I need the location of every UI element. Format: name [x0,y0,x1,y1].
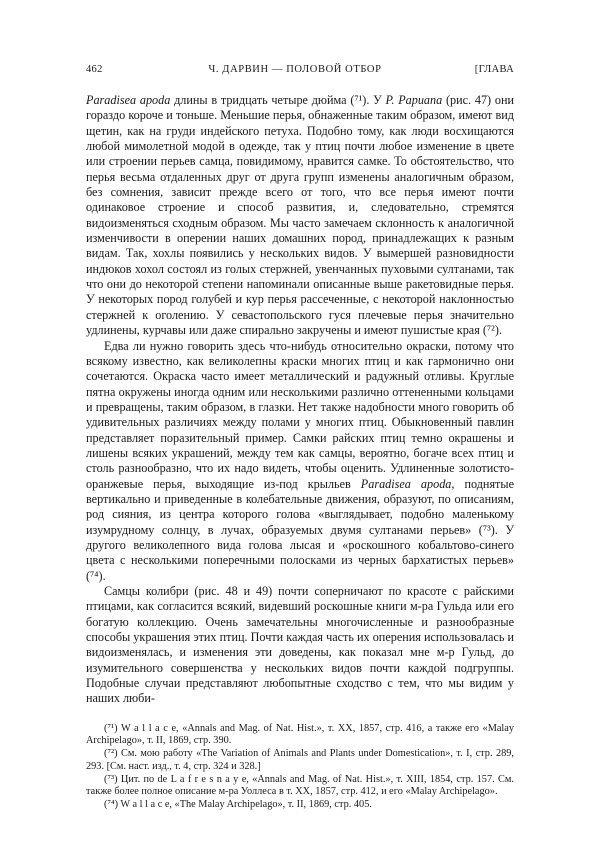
book-page [86,64,514,812]
text-run: (⁷⁴) W a l l a c e, «The Malay Archipelago», т. II, 1869, стр. 405. [104,798,372,810]
paragraph [86,93,514,339]
paragraph [86,339,514,585]
footnote [86,723,514,748]
italic-term: P. Papuana [385,93,443,107]
footnote [86,799,514,812]
text-run: , поднятые вертикально и приведенные в колебательные движения, образуют, по описаниям, род сияния, из центра которого голова «выглядывает, подобно маленькому изумрудному солнцу, в лучах, образуемых двумя султанами перьев» (⁷³). У другого великолепного вида голова лысая и «роскошного кобальтово-синего цвета с несколькими поперечными полосками из черных бархатистых перьев» (⁷⁴). [86,476,514,583]
running-title: Ч. ДАРВИН — ПОЛОВОЙ ОТБОР [208,64,382,75]
text-run: Самцы колибри (рис. 48 и 49) почти соперничают по красоте с райскими птицами, как согласится всякий, видевший роскошные книги м-ра Гульда или его богатую коллекцию. Очень замечательны многочисленные и разнообразные способы украшения этих птиц. Почти каждая часть их оперения использовалась и видоизменялась, и изменения эти доведены, как показал мне м-р Гульд, до изумительного совершенства у нескольких видов почти каждой подгруппы. Подобные случаи представляют любопытные сходство с тем, что мы видим у наших люби- [86,584,514,706]
text-run: (⁷³) Цит. по de L a f r e s n a y e, «Annals and Mag. of Nat. Hist.», т. XIII, 1854, стр. 157. См. также более полное описание м-ра Уоллеса в т. XX, 1857, стр. 412, и его «Malay Archipelago». [86,773,514,798]
running-header [86,64,514,75]
page-number: 462 [86,64,103,75]
text-run: (⁷¹) W a l l a c e, «Annals and Mag. of Nat. Hist.», т. XX, 1857, стр. 416, а также его «Malay Archipelago», т. II, 1869, стр. 390. [86,722,514,747]
italic-term: Paradisea apoda [86,93,171,107]
footnote [86,748,514,773]
text-run: Едва ли нужно говорить здесь что-нибудь относительно окраски, потому что всякому известно, как великолепны краски многих птиц и как гармонично они сочетаются. Окраска часто имеет металлический и радужный отливы. Круглые пятна окружены иногда одним или несколькими различно оттененными кольцами и превращены, таким образом, в глазки. Нет также надобности много говорить об удивительных различиях между полами у многих птиц. Обыкновенный павлин представляет поразительный пример. Самки райских птиц темно окрашены и лишены всяких украшений, между тем как самцы, вероятно, богаче всех птиц и столь разнообразно, что их надо видеть, чтобы оценить. Удлиненные золотисто-оранжевые перья, выходящие из-под крыльев [86,338,514,491]
paragraph [86,584,514,707]
chapter-label: [ГЛАВА [474,64,514,75]
text-run: (⁷²) См. мою работу «The Variation of Animals and Plants under Domestication», т. I, стр. 289, 293. [См. наст. изд., т. 4, стр. 324 и 328.] [86,748,514,772]
footnote [86,774,514,799]
body-text [86,93,514,707]
footnotes [86,723,514,812]
italic-term: Paradisea apoda [360,476,452,491]
text-run: (рис. 47) они гораздо короче и тоньше. Меньшие перья, обнаженные таким образом, имеют вид щетин, как на груди индейского петуха. Подобно тому, как люди восхищаются любой мимолетной модой в одежде, так у птиц почти любое изменение в цвете или строении перьев самца, повидимому, нравится самке. То обстоятельство, что перья весьма отдаленных друг от друга групп изменены аналогичным образом, без сомнения, зависит прежде всего от того, что все перья имеют почти одинаковое строение и способ развития, и, следовательно, стремятся видоизменяться сходным образом. Мы часто замечаем склонность к аналогичной изменчивости в оперении наших домашних пород, принадлежащих к разным видам. Так, хохлы появились у нескольких видов. У вымершей разновидности индюков хохол состоял из голых стержней, увенчанных пуховыми султанами, так что они до некоторой степени напоминали описанные выше ракетовидные перья. У некоторых пород голубей и кур перья рассеченные, с некоторой наклонностью стержней к оголению. У севастопольского гуся плечевые перья значительно удлинены, курчавы или даже спирально закручены и имеют пушистые края (⁷²). [86,93,514,338]
text-run: длины в тридцать четыре дюйма (⁷¹). У [170,93,386,107]
